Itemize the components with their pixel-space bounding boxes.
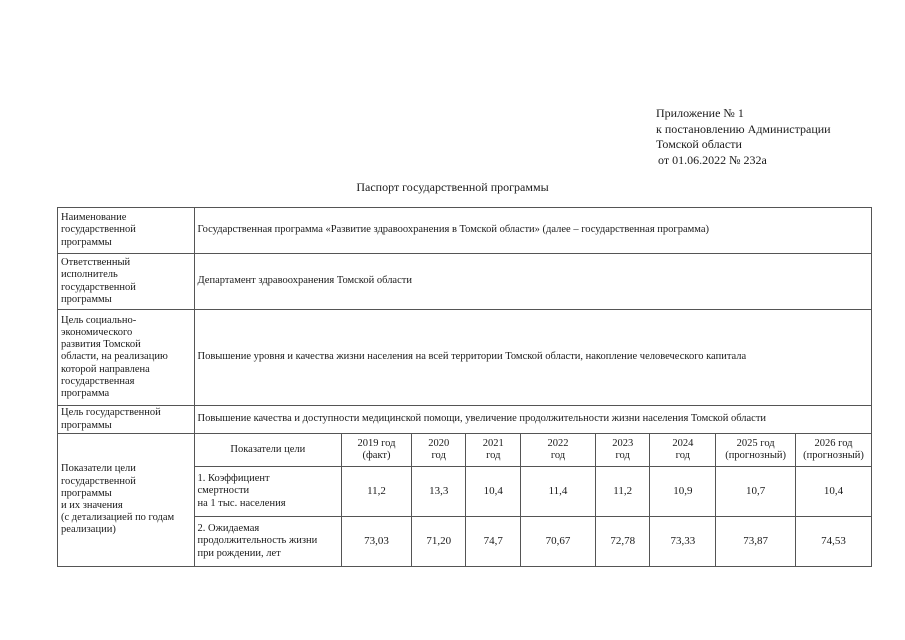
label-line: программы (61, 293, 112, 305)
year-header-line: 2022 (547, 437, 569, 449)
year-header-line: 2025 год (736, 437, 775, 449)
indicator-value: 13,3 (411, 467, 466, 517)
indicator-value: 72,78 (595, 517, 650, 567)
label-line: Показатели цели (61, 463, 136, 475)
year-header-line: год (675, 450, 691, 461)
table-row (58, 254, 872, 310)
label-line: программы (61, 419, 112, 431)
label-line: Цель государственной (61, 407, 161, 419)
year-header-line: 2019 год (357, 437, 396, 449)
row-label (58, 434, 195, 567)
row-value: Повышение качества и доступности медицинской помощи, увеличение продолжительности жизни населения Томской области (194, 406, 872, 434)
label-line: развития Томской (61, 339, 141, 351)
indicator-value: 71,20 (411, 517, 466, 567)
year-header-line: год (486, 450, 501, 461)
appendix-line: Томской области (656, 137, 742, 151)
indicator-value: 11,2 (595, 467, 650, 517)
indicator-value: 70,67 (521, 517, 596, 567)
year-header (466, 434, 521, 467)
indicator-value: 73,33 (650, 517, 716, 567)
document-title: Паспорт государственной программы (356, 180, 549, 194)
table-row (58, 406, 872, 434)
indicator-value: 11,4 (521, 467, 596, 517)
label-line: программы (61, 236, 112, 248)
indicator-value: 10,9 (650, 467, 716, 517)
year-header (342, 434, 412, 467)
label-line: государственной (61, 475, 136, 487)
row-label (58, 208, 195, 254)
label-line: программа (61, 388, 110, 399)
appendix-header (656, 106, 831, 168)
year-header-line: год (615, 450, 630, 461)
indicator-value: 73,03 (342, 517, 412, 567)
year-header-line: год (550, 450, 566, 461)
appendix-line: к постановлению Администрации (656, 121, 831, 136)
row-value: Повышение уровня и качества жизни населения на всей территории Томской области, накопление человеческого капитала (194, 310, 872, 406)
indicator-name (194, 517, 342, 567)
indicator-value: 74,53 (796, 517, 872, 567)
row-label (58, 254, 195, 310)
label-line: государственной (61, 224, 136, 236)
label-line: Наименование (61, 212, 127, 224)
label-line: области, на реализацию (61, 351, 168, 363)
indicator-value: 10,4 (466, 467, 521, 517)
year-header (595, 434, 650, 467)
indicator-value: 10,4 (796, 467, 872, 517)
indicator-name (194, 467, 342, 517)
indicator-name-header: Показатели цели (194, 434, 342, 467)
table-row (58, 310, 872, 406)
label-line: государственная (61, 375, 135, 387)
year-header-line: 2021 (482, 437, 504, 449)
appendix-line: от 01.06.2022 № 232а (658, 152, 767, 167)
indicator-value: 74,7 (466, 517, 521, 567)
label-line: программы (61, 487, 112, 499)
indicators-header-row (58, 434, 872, 467)
label-line: и их значения (61, 500, 123, 511)
row-value: Государственная программа «Развитие здравоохранения в Томской области» (далее – государственная программа) (194, 208, 872, 254)
year-header (521, 434, 596, 467)
year-header-line: год (431, 450, 446, 461)
label-line: реализации) (61, 524, 116, 536)
row-value: Департамент здравоохранения Томской области (194, 254, 872, 310)
table-row (58, 208, 872, 254)
indicator-value: 10,7 (716, 467, 796, 517)
indicator-name-line: продолжительность жизни (197, 535, 318, 547)
label-line: Цель социально- (61, 314, 137, 326)
year-header (796, 434, 872, 467)
indicator-name-line: при рождении, лет (197, 547, 281, 559)
year-header-line: (факт) (362, 450, 391, 461)
year-header-line: (прогнозный) (725, 450, 786, 461)
label-line: государственной (61, 281, 136, 293)
year-header-line: (прогнозный) (803, 450, 864, 461)
label-line: исполнитель (61, 269, 118, 281)
year-header (650, 434, 716, 467)
label-line: которой направлена (61, 363, 150, 375)
year-header (411, 434, 466, 467)
label-line: (с детализацией по годам (61, 512, 175, 524)
indicator-name-line: 1. Коэффициент (197, 473, 270, 485)
year-header-line: 2026 год (814, 437, 853, 449)
appendix-line: Приложение № 1 (656, 106, 744, 120)
indicator-name-line: 2. Ожидаемая (197, 523, 260, 535)
year-header (716, 434, 796, 467)
year-header-line: 2023 (612, 437, 634, 449)
year-header-line: 2020 (428, 437, 450, 449)
label-line: Ответственный (61, 257, 131, 269)
indicator-value: 73,87 (716, 517, 796, 567)
year-header-line: 2024 (672, 437, 694, 449)
indicator-name-line: на 1 тыс. населения (197, 497, 286, 509)
passport-table (57, 207, 872, 567)
row-label (58, 310, 195, 406)
indicator-name-line: смертности (197, 485, 250, 497)
label-line: экономического (61, 326, 133, 338)
indicator-value: 11,2 (342, 467, 412, 517)
row-label (58, 406, 195, 434)
